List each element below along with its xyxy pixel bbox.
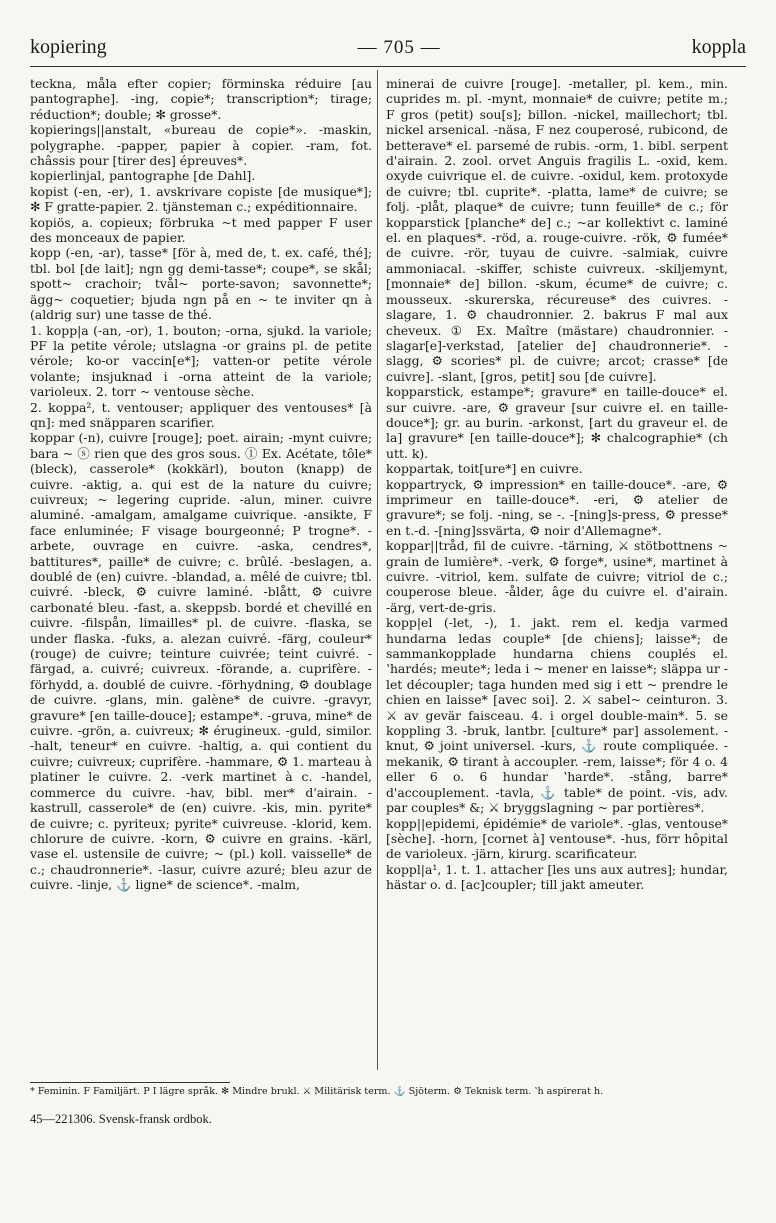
- page-number: — 705 —: [357, 37, 441, 58]
- entry: koppartak, toit[ure*] en cuivre.: [386, 461, 583, 477]
- entry: minerai de cuivre [rouge]. -metaller, pl. kem., min. cuprides m. pl. -mynt, monnaie* de cuivre; petite m.; F gros (petit) sou[s]; billon. -nickel, maillechort; tbl. nickel arsenical. -näsa, F nez couperosé, rubicond, de betterave* el. parsemé de rubis. -orm, 1. bibl. serpent d'airain. 2. zool. orvet Anguis fragilis L. -oxid, kem. oxyde cuivrique el. de cuivre. -oxidul, kem. protoxyde de cuivre; tbl. cuprite*. -platta, lame* de cuivre; se folj. -plåt, plaque* de cuivre; tunn feuille* de c.; för kopparstick [planche* de] c.; ~ar kollektivt c. laminé el. en plaques*. -röd, a. rouge-cuivre. -rök, ⚙ fumée* de cuivre. -rör, tuyau de cuivre. -salmiak, cuivre ammoniacal. -skiffer, schiste cuivreux. -skiljemynt, [monnaie* de] billon. -skum, écume* de cuivre; c. mousseux. -skurerska, récureuse* des cuivres. -slagare, 1. ⚙ chaudronnier. 2. bakrus F mal aux cheveux. ① Ex. Maître (mästare) chaudronnier. -slagar[e]-verkstad, [atelier de] chaudronnerie*. -slagg, ⚙ scories* pl. de cuivre; arcot; crasse* [de cuivre]. -slant, [gros, petit] sou [de cuivre].: [386, 76, 728, 384]
- header-guide-word-right: koppla: [691, 36, 746, 58]
- abbreviation-legend: * Feminin. F Familjärt. P I lägre språk. ✻ Mindre brukl. ⚔ Militärisk term. ⚓ Sjöterm. ⚙ Teknisk term. ʽh aspirerat h.: [30, 1086, 604, 1097]
- entry: kopp||epidemi, épidémie* de variole*. -glas, ventouse* [sèche]. -horn, [cornet à] ventouse*. -hus, förr hôpital de varioleux. -järn, kirurg. scarificateur.: [386, 815, 728, 862]
- entry: kopierlinjal, pantographe [de Dahl].: [30, 168, 256, 184]
- page-header: [30, 36, 746, 66]
- entry: koppar||tråd, fil de cuivre. -tärning, ⚔ stötbottnens ~ grain de lumière*. -verk, ⚙ forge*, usine*, martinet à cuivre. -vitriol, kem. sulfate de cuivre; vitriol de c.; couperose bleue. -ålder, âge du cuivre el. d'airain. -ärg, vert-de-gris.: [386, 538, 728, 615]
- entry: kopp (-en, -ar), tasse* [för à, med de, t. ex. café, thé]; tbl. bol [de lait]; ngn gg demi-tasse*; coupe*, se skål; spott~ crachoir; tvål~ porte-savon; savonnette*; ägg~ coquetier; bjuda ngn på en ~ te inviter qn à (aldrig sur) une tasse de thé.: [30, 245, 372, 323]
- entry: kopist (-en, -er), 1. avskrivare copiste [de musique*]; ✻ F gratte-papier. 2. tjänsteman c.; expéditionnaire.: [30, 183, 372, 215]
- printer-signature-line: 45—221306. Svensk-fransk ordbok.: [30, 1112, 212, 1126]
- footnote-rule: [30, 1082, 230, 1083]
- entry: 1. kopp|a (-an, -or), 1. bouton; -orna, sjukd. la variole; PF la petite vérole; utslagna -or grains pl. de petite vérole; ko-or vaccin[e*]; vatten-or petite vérole volante; insjuknad i -orna atteint de la variole; varioleux. 2. torr ~ ventouse sèche.: [30, 322, 372, 400]
- entry: tecknа, måla efter copier; förminska réduire [au pantographe]. -ing, copie*; transcription*; tirage; réduction*; double; ✻ grosse*.: [30, 76, 372, 122]
- entry: kopp|el (-let, -), 1. jakt. rem el. kedja varmed hundarna ledas couple* [de chiens]; laisse*; de sammankopplade hundarna chiens couplés el. ʽhardés; meute*; leda i ~ mener en laisse*; släppa ur -let découpler; taga hunden med sig i ett ~ prendre le chien en laisse* [avec soi]. 2. ⚔ sabel~ ceinturon. 3. ⚔ av gevär faisceau. 4. i orgel double-main*. 5. se koppling 3. -bruk, lantbr. [culture* par] assolement. -knut, ⚙ joint universel. -kurs, ⚓ route compliquée. -mekanik, ⚙ tirant à accoupler. -rem, laisse*; för 4 o. 4 eller 6 o. 6 hundar ʽharde*. -stång, barre* d'accouplement. -tavla, ⚓ table* de point. -vis, adv. par couples* &; ⚔ bryggslagning ~ par portières*.: [386, 615, 728, 816]
- entry: kopiös, a. copieux; förbruka ~t med papper F user des monceaux de papier.: [30, 214, 372, 246]
- left-column: [30, 76, 372, 1066]
- entry: kopparstick, estampe*; gravure* en taille-douce* el. sur cuivre. -are, ⚙ graveur [sur cuivre el. en taille-douce*]; gr. au burin. -arkonst, [art du graveur el. de la] gravure* [en taille-douce*]; ✻ chalcographie* (ch utt. k).: [386, 384, 728, 461]
- right-column: [386, 76, 728, 1066]
- entry: koppl|a¹, 1. t. 1. attacher [les uns aux autres]; hundar, hästar o. d. [ac]coupler; till jakt ameuter.: [386, 861, 728, 893]
- entry: koppar (-n), cuivre [rouge]; poet. airain; -mynt cuivre; bara ~ ⓢ rien que des gros sous. ① Ex. Acétate, tôle* (bleck), casserole* (kokkärl), bouton (knapp) de cuivre. -aktig, a. qui est de la nature du cuivre; cuivreux; ~ legering cupride. -alun, miner. cuivre aluminé. -amalgam, amalgame cuivrique. -ansikte, F face enluminée; F visage bourgeonné; P trogne*. -arbete, ouvrage en cuivre. -aska, cendres*, battitures*, paille* de cuivre; c. brûlé. -beslagen, a. doublé de (en) cuivre. -blandad, a. mêlé de cuivre; tbl. cuivré. -bleck, ⚙ cuivre laminé. -blått, ⚙ cuivre carbonaté bleu. -fast, a. skeppsb. bordé et chevillé en cuivre. -filspån, limailles* pl. de cuivre. -flaska, se under flaska. -fuks, a. alezan cuivré. -färg, couleur* (rouge) de cuivre; teinture cuivrée; teint cuivré. -färgad, a. cuivré; cuivreux. -förande, a. cuprifère. -förhydd, a. doublé de cuivre. -förhydning, ⚙ doublage de cuivre. -glans, min. galène* de cuivre. -gravyr, gravure* [en taille-douce]; estampe*. -gruva, mine* de cuivre. -grön, a. cuivreux; ✻ érugineux. -guld, similor. -halt, teneur* en cuivre. -haltig, a. qui contient du cuivre; cuivreux; cuprifère. -hammare, ⚙ 1. marteau à platiner le cuivre. 2. -verk martinet à c. -handel, commerce du cuivre. -hav, bibl. mer* d'airain. -kastrull, casserole* de (en) cuivre. -kis, min. pyrite* de cuivre; c. pyriteux; pyrite* cuivreuse. -klorid, kem. chlorure de cuivre. -korn, ⚙ cuivre en grains. -kärl, vase el. ustensile de cuivre; ~ (pl.) koll. vaisselle* de c.; chaudronnerie*. -lasur, cuivre azuré; bleu azur de cuivre. -linje, ⚓ ligne* de science*. -malm,: [30, 430, 372, 893]
- header-rule: [30, 66, 746, 67]
- column-divider: [377, 70, 378, 1070]
- entry: kopierings||anstalt, «bureau de copie*». -maskin, polygraphe. -papper, papier à copier. -ram, fot. châssis pour [tirer des] épreuves*.: [30, 122, 372, 169]
- entry: 2. koppa², t. ventouser; appliquer des ventouses* [à qn]: med snäpparen scarifier.: [30, 399, 372, 430]
- entry: koppartryck, ⚙ impression* en taille-douce*. -are, ⚙ imprimeur en taille-douce*. -eri, ⚙ atelier de gravure*; se folj. -ning, se -. -[ning]s-press, ⚙ presse* en t.-d. -[ning]ssvärta, ⚙ noir d'Allemagne*.: [386, 476, 728, 538]
- header-guide-word-left: kopiering: [30, 36, 107, 58]
